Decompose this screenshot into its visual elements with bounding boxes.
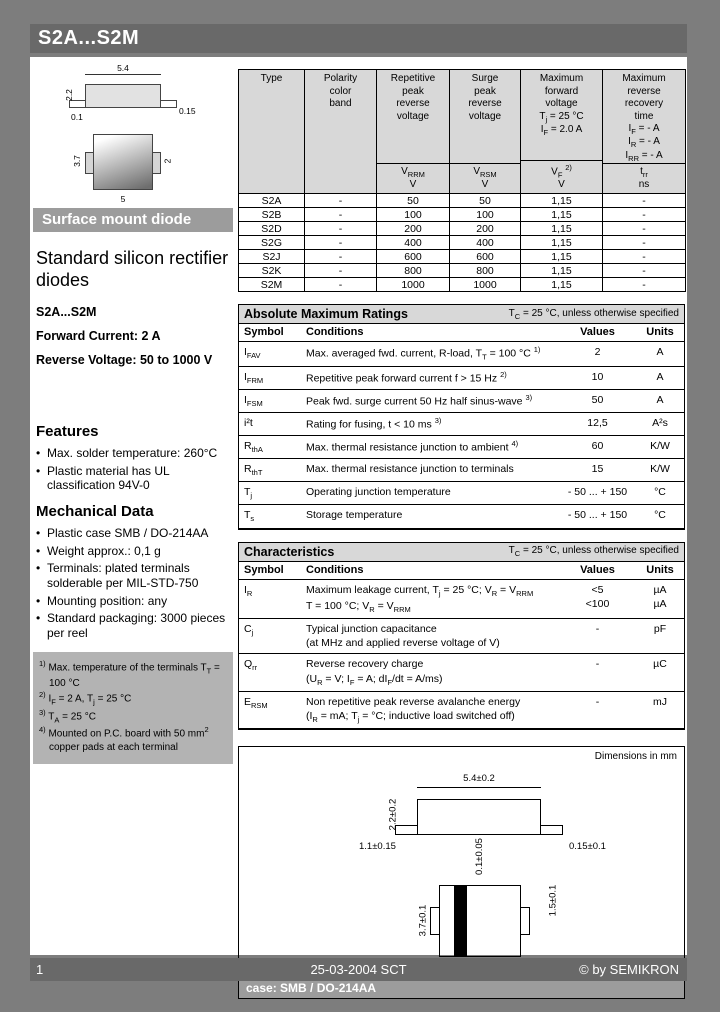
- abs-max-row: [239, 505, 684, 528]
- footer-bar: [30, 958, 687, 981]
- vrsm-cell: 800: [450, 264, 521, 278]
- vrrm-cell: 50: [377, 194, 450, 208]
- col-vrsm-unit: $V_{RSM}$ V: [450, 163, 520, 193]
- abs-max-unit: A: [636, 342, 684, 367]
- abs-max-conditions: Storage temperature: [301, 505, 559, 528]
- footnote: $^{2)}$ $I_F = 2$ A, $T_j = 25$ °C: [39, 690, 132, 707]
- product-title: Standard silicon rectifier diodes: [36, 248, 229, 290]
- type-cell: S2B: [239, 208, 305, 222]
- characteristics-condition: $T_C = 25$ °C, unless otherwise specified: [508, 545, 679, 559]
- characteristics-row: [239, 691, 684, 728]
- vrrm-cell: 1000: [377, 278, 450, 292]
- abs-max-unit: A: [636, 366, 684, 389]
- case-banner: [239, 979, 684, 998]
- abs-max-table: [239, 324, 684, 529]
- vrsm-cell: 600: [450, 250, 521, 264]
- package-top-tab-left: [85, 152, 94, 174]
- characteristics-table-header: [239, 562, 684, 580]
- abs-max-unit: A: [636, 389, 684, 412]
- mechanical-item: • Mounting position: any: [36, 594, 233, 609]
- mechanical-item: • Weight approx.: 0,1 g: [36, 544, 233, 559]
- char-unit: mJ: [636, 691, 684, 728]
- dimensions-in-mm-label: Dimensions in mm: [594, 751, 677, 763]
- char-unit: pF: [636, 619, 684, 654]
- char-value: -: [559, 619, 636, 654]
- characteristics-row: [239, 579, 684, 618]
- abs-max-row: [239, 459, 684, 482]
- part-range: S2A...S2M: [36, 305, 97, 320]
- dim-standoff-label: 0.1: [71, 112, 83, 122]
- abs-max-col-units: Units: [636, 324, 684, 342]
- type-table-row: [239, 208, 686, 222]
- abs-max-symbol: $T_j$: [239, 482, 301, 505]
- abs-max-symbol: $R_{thT}$: [239, 459, 301, 482]
- abs-max-conditions: Operating junction temperature: [301, 482, 559, 505]
- characteristics-row: [239, 619, 684, 654]
- vrrm-cell: 200: [377, 222, 450, 236]
- vrrm-cell: 600: [377, 250, 450, 264]
- type-table-row: [239, 194, 686, 208]
- char-col-values: Values: [559, 562, 636, 580]
- abs-max-conditions: Max. averaged fwd. current, R-load, $T_T = 100$ °C $^{1)}$: [301, 342, 559, 367]
- abs-max-value: - 50 ... + 150: [559, 482, 636, 505]
- dims-top-tab-left: [430, 907, 440, 935]
- abs-max-value: 15: [559, 459, 636, 482]
- trr-cell: -: [603, 278, 686, 292]
- abs-max-symbol: $T_s$: [239, 505, 301, 528]
- vrsm-cell: 200: [450, 222, 521, 236]
- feature-item: • Max. solder temperature: 260°C: [36, 446, 233, 461]
- feature-item: • Plastic material has UL classification 94V-0: [36, 464, 233, 493]
- dim-foot: 0.15±0.1: [569, 841, 606, 853]
- dim-bodyh-label: 3.7: [71, 155, 82, 167]
- dim-body-h: 3.7±0.1: [417, 904, 429, 937]
- mechanical-item: • Plastic case SMB / DO-214AA: [36, 526, 233, 541]
- abs-max-unit: K/W: [636, 435, 684, 458]
- titlebar: [30, 24, 687, 53]
- dims-top-body: [439, 885, 521, 957]
- dim-width-label: 5.4: [117, 63, 129, 73]
- col-trr-label: Maximum reverse recovery time $I_F$ = - A $I_R$ = - A $I_{RR}$ = - A: [622, 73, 666, 163]
- dim-line: [85, 74, 161, 75]
- col-vrrm-unit: $V_{RRM}$ V: [377, 163, 449, 193]
- abs-max-header: [239, 305, 684, 324]
- mechanical-item: • Terminals: plated terminals solderable per MIL-STD-750: [36, 561, 233, 590]
- case-label: case: SMB / DO-214AA: [246, 981, 377, 996]
- abs-max-col-values: Values: [559, 324, 636, 342]
- package-profile-body: [85, 84, 161, 108]
- dims-profile-lead-left: [395, 825, 418, 835]
- col-type-label: Type: [260, 73, 283, 84]
- abs-max-row: [239, 389, 684, 412]
- mechanical-data-heading: Mechanical Data: [36, 503, 154, 521]
- right-column: [238, 57, 685, 999]
- features-heading: Features: [36, 423, 99, 441]
- dims-profile-body: [417, 799, 541, 835]
- characteristics-header: [239, 543, 684, 562]
- footer-date: 25-03-2004 SCT: [310, 962, 407, 977]
- abs-max-value: 10: [559, 366, 636, 389]
- footnote: $^{1)}$ Max. temperature of the terminals $T_T = 100$ °C: [39, 659, 220, 689]
- vf-cell: 1,15: [521, 250, 603, 264]
- abs-max-value: 50: [559, 389, 636, 412]
- polarity-cell: -: [305, 236, 377, 250]
- surface-mount-banner: [33, 208, 233, 232]
- footnote: $^{3)}$ $T_A = 25$ °C: [39, 707, 96, 725]
- dim-term: 1.5±0.1: [547, 884, 559, 917]
- abs-max-value: 2: [559, 342, 636, 367]
- vrsm-cell: 1000: [450, 278, 521, 292]
- abs-max-value: 12,5: [559, 413, 636, 436]
- char-col-conditions: Conditions: [301, 562, 559, 580]
- char-value: -: [559, 654, 636, 691]
- vrrm-cell: 400: [377, 236, 450, 250]
- package-profile-lead-right: [160, 100, 177, 108]
- abs-max-row: [239, 413, 684, 436]
- col-vrsm: [450, 70, 521, 194]
- abs-max-symbol: $I_{FSM}$: [239, 389, 301, 412]
- char-conditions: Typical junction capacitance (at MHz and applied reverse voltage of V): [301, 619, 559, 654]
- type-cell: S2M: [239, 278, 305, 292]
- mechanical-item: • Standard packaging: 3000 pieces per reel: [36, 611, 233, 640]
- abs-max-col-conditions: Conditions: [301, 324, 559, 342]
- abs-max-row: [239, 435, 684, 458]
- char-symbol: $E_{RSM}$: [239, 691, 301, 728]
- abs-max-unit: A²s: [636, 413, 684, 436]
- dim-foot-label: 0.15: [179, 106, 196, 116]
- char-conditions: Maximum leakage current, $T_j = 25$ °C; $V_R = V_{RRM}$ T = 100 °C; $V_R = V_{RRM}$: [301, 579, 559, 618]
- package-top-tab-right: [152, 152, 161, 174]
- type-table: [238, 69, 686, 292]
- vrsm-cell: 400: [450, 236, 521, 250]
- vf-cell: 1,15: [521, 236, 603, 250]
- package-top-body: [93, 134, 153, 190]
- abs-max-row: [239, 342, 684, 367]
- trr-cell: -: [603, 236, 686, 250]
- type-cell: S2A: [239, 194, 305, 208]
- type-table-body: [239, 194, 686, 292]
- vf-cell: 1,15: [521, 264, 603, 278]
- col-vrsm-label: Surge peak reverse voltage: [468, 73, 502, 122]
- dim-height: 2.2±0.2: [387, 798, 399, 831]
- trr-cell: -: [603, 222, 686, 236]
- vf-cell: 1,15: [521, 208, 603, 222]
- characteristics-table: [239, 562, 684, 730]
- surface-mount-banner-label: Surface mount diode: [42, 211, 192, 228]
- char-symbol: $I_R$: [239, 579, 301, 618]
- abs-max-symbol: $I_{FRM}$: [239, 366, 301, 389]
- reverse-voltage-spec: Reverse Voltage: 50 to 1000 V: [36, 353, 213, 368]
- cathode-band: [454, 886, 467, 956]
- char-col-units: Units: [636, 562, 684, 580]
- polarity-cell: -: [305, 250, 377, 264]
- abs-max-unit: K/W: [636, 459, 684, 482]
- abs-max-row: [239, 366, 684, 389]
- characteristics-row: [239, 654, 684, 691]
- footnotes-box: [33, 652, 233, 763]
- vrrm-cell: 100: [377, 208, 450, 222]
- footnote: $^{4)}$ Mounted on P.C. board with 50 $mm^2$ copper pads at each terminal: [39, 725, 209, 754]
- char-value: -: [559, 691, 636, 728]
- vrsm-cell: 100: [450, 208, 521, 222]
- abs-max-condition: $T_C = 25$ °C, unless otherwise specified: [508, 307, 679, 321]
- characteristics-section: [238, 542, 685, 731]
- abs-max-unit: °C: [636, 505, 684, 528]
- vf-cell: 1,15: [521, 194, 603, 208]
- vrsm-cell: 50: [450, 194, 521, 208]
- abs-max-value: - 50 ... + 150: [559, 505, 636, 528]
- char-conditions: Non repetitive peak reverse avalanche energy ($I_R$ = mA; $T_j = ^\circ C$; inductive load switched off): [301, 691, 559, 728]
- abs-max-unit: °C: [636, 482, 684, 505]
- type-table-header: [239, 70, 686, 194]
- trr-cell: -: [603, 264, 686, 278]
- col-polarity: [305, 70, 377, 194]
- col-vf: [521, 70, 603, 194]
- dim-term-label: 2: [162, 158, 173, 164]
- abs-max-col-symbol: Symbol: [239, 324, 301, 342]
- char-col-symbol: Symbol: [239, 562, 301, 580]
- abs-max-symbol: $I_{FAV}$: [239, 342, 301, 367]
- vrrm-cell: 800: [377, 264, 450, 278]
- features-list: [36, 446, 233, 493]
- dims-profile-lead-right: [540, 825, 563, 835]
- abs-max-conditions: Rating for fusing, t < 10 ms $^{3)}$: [301, 413, 559, 436]
- dim-lead: 1.1±0.15: [359, 841, 396, 853]
- char-value: <5 <100: [559, 579, 636, 618]
- left-column: [33, 62, 233, 764]
- abs-max-symbol: i²t: [239, 413, 301, 436]
- char-conditions: Reverse recovery charge ($U_R = V$; $I_F = A$; $dI_F/dt = A/ms$): [301, 654, 559, 691]
- col-polarity-label: Polarity color band: [323, 73, 358, 109]
- polarity-cell: -: [305, 208, 377, 222]
- col-vf-label: Maximum forward voltage $T_j = 25$ °C $I_F = 2.0$ A: [539, 73, 584, 137]
- absolute-maximum-ratings-section: [238, 304, 685, 530]
- part-number-title: S2A...S2M: [38, 27, 140, 49]
- char-unit: µA µA: [636, 579, 684, 618]
- polarity-cell: -: [305, 264, 377, 278]
- trr-cell: -: [603, 250, 686, 264]
- col-vrrm-label: Repetitive peak reverse voltage: [390, 73, 436, 122]
- abs-max-title: Absolute Maximum Ratings: [244, 307, 408, 321]
- type-table-row: [239, 222, 686, 236]
- package-drawing: [33, 62, 233, 208]
- type-table-row: [239, 278, 686, 292]
- abs-max-row: [239, 482, 684, 505]
- type-table-row: [239, 264, 686, 278]
- dim-bodyw-label: 5: [120, 194, 126, 204]
- page-number: 1: [36, 962, 44, 977]
- trr-cell: -: [603, 208, 686, 222]
- vf-cell: 1,15: [521, 222, 603, 236]
- polarity-cell: -: [305, 222, 377, 236]
- col-trr-unit: $t_{rr}$ ns: [603, 163, 685, 193]
- characteristics-title: Characteristics: [244, 544, 335, 559]
- abs-max-conditions: Max. thermal resistance junction to ambient $^{4)}$: [301, 435, 559, 458]
- abs-max-conditions: Max. thermal resistance junction to terminals: [301, 459, 559, 482]
- abs-max-conditions: Repetitive peak forward current f > 15 Hz $^{2)}$: [301, 366, 559, 389]
- char-unit: µC: [636, 654, 684, 691]
- abs-max-table-header: [239, 324, 684, 342]
- abs-max-conditions: Peak fwd. surge current 50 Hz half sinus-wave $^{3)}$: [301, 389, 559, 412]
- type-cell: S2G: [239, 236, 305, 250]
- char-symbol: $C_j$: [239, 619, 301, 654]
- dim-height-label: 2.2: [63, 89, 74, 101]
- dim-line: [417, 787, 541, 788]
- trr-cell: -: [603, 194, 686, 208]
- polarity-cell: -: [305, 278, 377, 292]
- dim-width: 5.4±0.2: [463, 773, 495, 785]
- forward-current-spec: Forward Current: 2 A: [36, 329, 161, 344]
- abs-max-symbol: $R_{thA}$: [239, 435, 301, 458]
- type-cell: S2K: [239, 264, 305, 278]
- col-trr: [603, 70, 686, 194]
- package-profile-lead-left: [69, 100, 86, 108]
- col-type: [239, 70, 305, 194]
- mechanical-data-list: [36, 526, 233, 640]
- dims-top-tab-right: [520, 907, 530, 935]
- type-cell: S2D: [239, 222, 305, 236]
- dim-standoff: 0.1±0.05: [473, 838, 485, 876]
- col-vrrm: [377, 70, 450, 194]
- polarity-cell: -: [305, 194, 377, 208]
- vf-cell: 1,15: [521, 278, 603, 292]
- footer-copyright: © by SEMIKRON: [579, 962, 679, 977]
- col-vf-unit: $V_F$ $^{2)}$ V: [521, 160, 602, 193]
- abs-max-value: 60: [559, 435, 636, 458]
- type-cell: S2J: [239, 250, 305, 264]
- type-table-row: [239, 250, 686, 264]
- type-table-row: [239, 236, 686, 250]
- char-symbol: $Q_{rr}$: [239, 654, 301, 691]
